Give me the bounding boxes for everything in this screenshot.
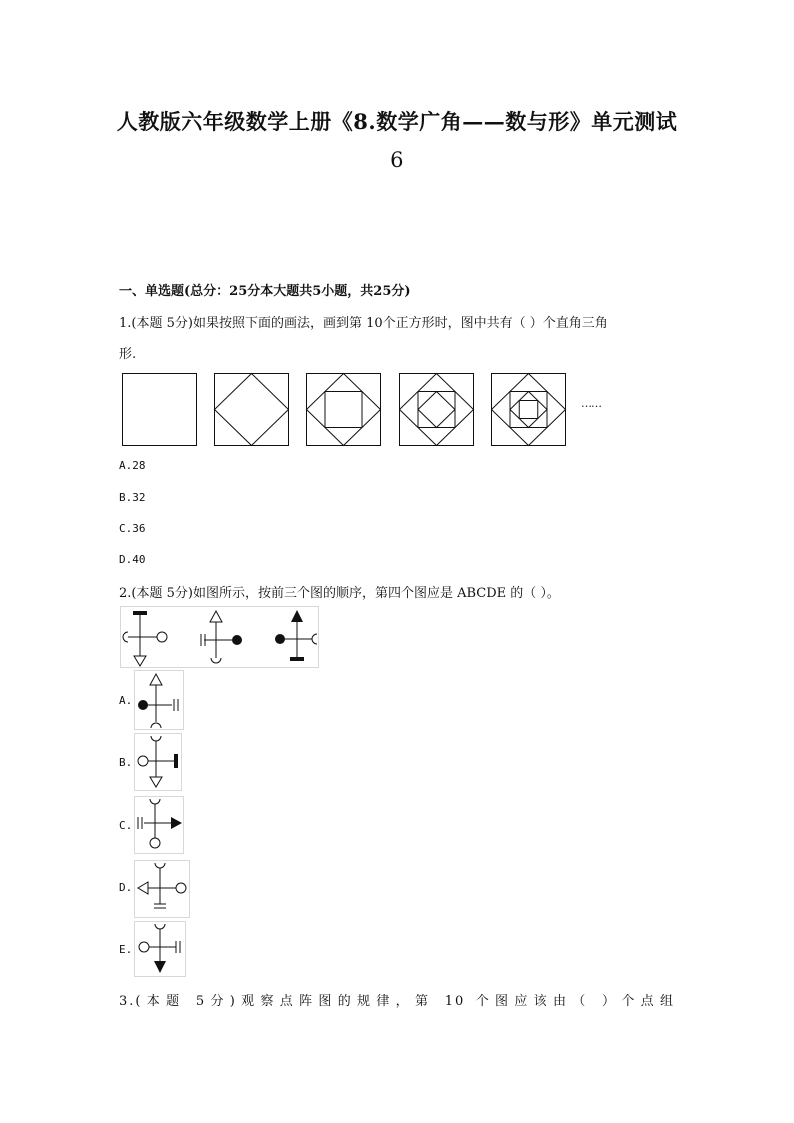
q2-option-d-figure[interactable] xyxy=(134,860,188,916)
q2-option-e-label[interactable]: E. xyxy=(119,943,133,956)
q2-option-a-figure[interactable] xyxy=(134,670,182,728)
q2-option-c-figure[interactable] xyxy=(134,796,182,852)
page-title: 人教版六年级数学上册《8.数学广角——数与形》单元测试 xyxy=(116,109,678,134)
q1-figure-3 xyxy=(306,373,382,447)
q1-figure-4 xyxy=(399,373,475,447)
q1-figure-5 xyxy=(491,373,567,447)
q2-option-b-label[interactable]: B. xyxy=(119,756,133,769)
q1-ellipsis: …… xyxy=(581,397,601,410)
q1-option-b[interactable]: B.32 xyxy=(119,491,146,504)
section-heading: 一、单选题(总分：25分本大题共5小题，共25分) xyxy=(119,284,411,299)
q2-option-d-label[interactable]: D. xyxy=(119,881,133,894)
q2-sequence-figure-3 xyxy=(272,606,322,666)
q1-option-d[interactable]: D.40 xyxy=(119,553,146,566)
q2-sequence-figure-2 xyxy=(196,606,246,666)
q2-option-e-figure[interactable] xyxy=(134,921,184,975)
q1-figure-1 xyxy=(122,373,198,447)
q1-option-a[interactable]: A.28 xyxy=(119,459,146,472)
question-1-text-cont: 形. xyxy=(119,347,137,362)
q2-sequence-figure-1 xyxy=(120,606,170,666)
question-2-text: 2.(本题 5分)如图所示，按前三个图的顺序，第四个图应是 ABCDE 的（ ）。 xyxy=(119,586,560,601)
q2-option-b-figure[interactable] xyxy=(134,733,180,789)
question-3-text: 3.(本题 5分)观察点阵图的规律，第 10 个图应该由（ ）个点组 xyxy=(119,994,675,1009)
q2-option-a-label[interactable]: A. xyxy=(119,694,133,707)
q1-figure-2 xyxy=(214,373,290,447)
question-1-text: 1.(本题 5分)如果按照下面的画法，画到第 10个正方形时，图中共有（ ）个直角三角 xyxy=(119,316,608,331)
page-title-number: 6 xyxy=(390,148,404,172)
q2-option-c-label[interactable]: C. xyxy=(119,819,133,832)
q1-option-c[interactable]: C.36 xyxy=(119,522,146,535)
